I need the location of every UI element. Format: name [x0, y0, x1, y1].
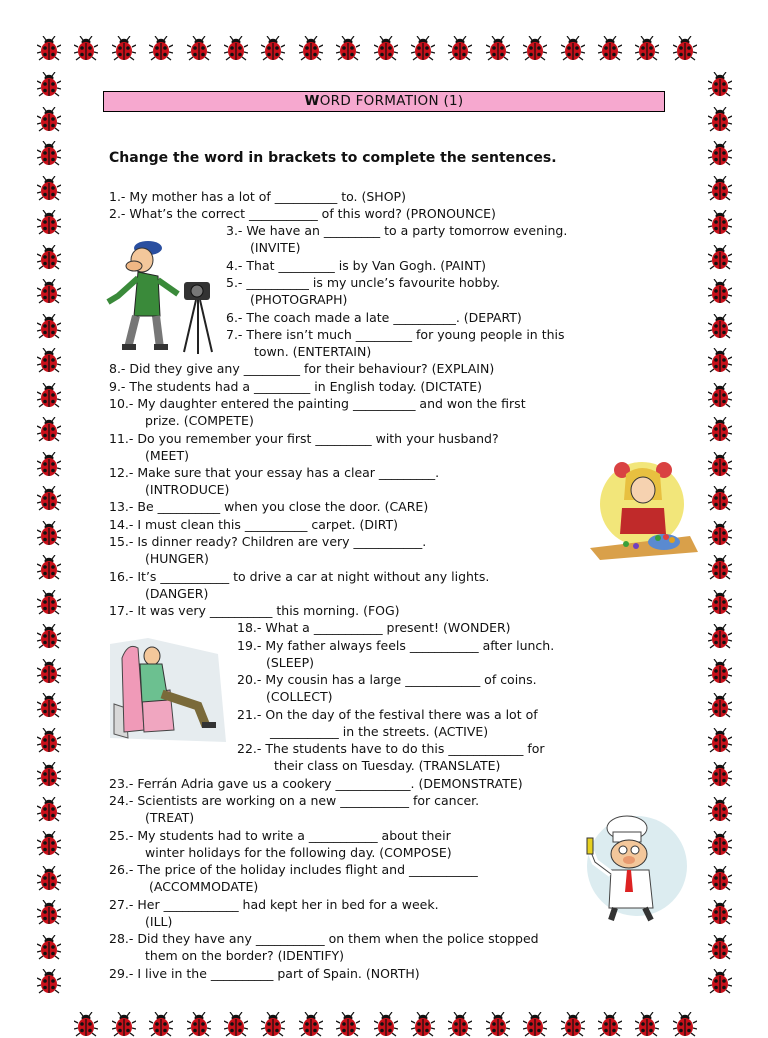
exercise-line: 24.- Scientists are working on a new ___________ for cancer.: [109, 793, 480, 808]
ladybug-icon: [708, 141, 732, 167]
exercise-line: 10.- My daughter entered the painting __________ and won the first: [109, 396, 526, 411]
ladybug-icon: [708, 900, 732, 926]
ladybug-icon: [37, 659, 61, 685]
ladybug-icon: [37, 176, 61, 202]
ladybug-icon: [708, 176, 732, 202]
exercise-line: 11.- Do you remember your first _________ with your husband?: [109, 431, 499, 446]
ladybug-icon: [598, 1012, 622, 1038]
ladybug-icon: [112, 36, 136, 62]
exercise-line: 19.- My father always feels ___________ after lunch.: [237, 638, 555, 653]
ladybug-icon: [224, 36, 248, 62]
ladybug-icon: [708, 314, 732, 340]
exercise-line: 27.- Her ____________ had kept her in bed for a week.: [109, 897, 439, 912]
exercise-line: 17.- It was very __________ this morning. (FOG): [109, 603, 400, 618]
ladybug-icon: [448, 36, 472, 62]
ladybug-icon: [37, 555, 61, 581]
ladybug-icon: [74, 36, 98, 62]
exercise-line: them on the border? (IDENTIFY): [145, 948, 345, 963]
exercise-line: 26.- The price of the holiday includes flight and ___________: [109, 862, 478, 877]
exercise-line: their class on Tuesday. (TRANSLATE): [274, 758, 501, 773]
exercise-line: (INTRODUCE): [145, 482, 230, 497]
ladybug-icon: [708, 659, 732, 685]
ladybug-icon: [37, 314, 61, 340]
ladybug-icon: [708, 417, 732, 443]
ladybug-icon: [37, 279, 61, 305]
exercise-line: 9.- The students had a _________ in English today. (DICTATE): [109, 379, 483, 394]
exercise-line: prize. (COMPETE): [145, 413, 254, 428]
ladybug-icon: [486, 1012, 510, 1038]
exercise-line: 18.- What a ___________ present! (WONDER): [237, 620, 511, 635]
ladybug-icon: [261, 1012, 285, 1038]
ladybug-icon: [37, 935, 61, 961]
ladybug-icon: [708, 383, 732, 409]
ladybug-icon: [411, 36, 435, 62]
ladybug-icon: [708, 624, 732, 650]
exercise-line: ___________ in the streets. (ACTIVE): [270, 724, 489, 739]
ladybug-icon: [37, 521, 61, 547]
ladybug-icon: [708, 797, 732, 823]
ladybug-icon: [37, 590, 61, 616]
ladybug-icon: [486, 36, 510, 62]
exercise-line: (PHOTOGRAPH): [250, 292, 348, 307]
exercise-line: winter holidays for the following day. (COMPOSE): [145, 845, 452, 860]
ladybug-icon: [374, 36, 398, 62]
ladybug-icon: [673, 1012, 697, 1038]
ladybug-icon: [37, 762, 61, 788]
exercise-line: 14.- I must clean this __________ carpet. (DIRT): [109, 517, 398, 532]
ladybug-icon: [37, 417, 61, 443]
exercise-line: 1.- My mother has a lot of __________ to. (SHOP): [109, 189, 406, 204]
ladybug-icon: [708, 831, 732, 857]
ladybug-icon: [708, 279, 732, 305]
ladybug-icon: [37, 72, 61, 98]
ladybug-icon: [37, 486, 61, 512]
ladybug-icon: [673, 36, 697, 62]
ladybug-icon: [37, 36, 61, 62]
exercise-line: (DANGER): [145, 586, 209, 601]
ladybug-icon: [708, 590, 732, 616]
exercise-line: 25.- My students had to write a ___________ about their: [109, 828, 451, 843]
ladybug-icon: [37, 107, 61, 133]
ladybug-icon: [523, 1012, 547, 1038]
ladybug-icon: [374, 1012, 398, 1038]
ladybug-icon: [561, 36, 585, 62]
ladybug-icon: [187, 36, 211, 62]
ladybug-icon: [149, 1012, 173, 1038]
exercise-line: (ACCOMMODATE): [149, 879, 259, 894]
exercise-line: 5.- __________ is my uncle’s favourite hobby.: [226, 275, 500, 290]
ladybug-icon: [37, 348, 61, 374]
ladybug-icon: [411, 1012, 435, 1038]
exercise-line: (SLEEP): [266, 655, 314, 670]
ladybug-icon: [37, 141, 61, 167]
exercise-line: 2.- What’s the correct ___________ of this word? (PRONOUNCE): [109, 206, 496, 221]
ladybug-icon: [708, 210, 732, 236]
ladybug-icon: [708, 728, 732, 754]
ladybug-icon: [708, 693, 732, 719]
ladybug-icon: [37, 728, 61, 754]
exercise-line: town. (ENTERTAIN): [254, 344, 372, 359]
ladybug-icon: [336, 36, 360, 62]
ladybug-icon: [112, 1012, 136, 1038]
exercise-line: 28.- Did they have any ___________ on them when the police stopped: [109, 931, 539, 946]
ladybug-icon: [708, 107, 732, 133]
ladybug-icon: [37, 969, 61, 995]
exercise-line: 7.- There isn’t much _________ for young people in this: [226, 327, 565, 342]
exercise-line: 23.- Ferrán Adria gave us a cookery ____________. (DEMONSTRATE): [109, 776, 523, 791]
exercise-line: 21.- On the day of the festival there was a lot of: [237, 707, 538, 722]
ladybug-icon: [187, 1012, 211, 1038]
ladybug-icon: [708, 555, 732, 581]
ladybug-icon: [708, 762, 732, 788]
ladybug-icon: [336, 1012, 360, 1038]
exercise-line: 13.- Be __________ when you close the door. (CARE): [109, 499, 429, 514]
ladybug-icon: [37, 210, 61, 236]
ladybug-icon: [708, 245, 732, 271]
ladybug-icon: [635, 36, 659, 62]
ladybug-icon: [299, 1012, 323, 1038]
title-first-letter: W: [304, 93, 320, 109]
ladybug-icon: [598, 36, 622, 62]
title-rest: ORD FORMATION (1): [319, 93, 464, 109]
ladybug-icon: [708, 348, 732, 374]
ladybug-icon: [448, 1012, 472, 1038]
exercise-line: 4.- That _________ is by Van Gogh. (PAINT): [226, 258, 486, 273]
sleeping-man-illustration: [108, 634, 230, 744]
girl-eating-illustration: [586, 452, 702, 560]
ladybug-icon: [635, 1012, 659, 1038]
ladybug-icon: [37, 831, 61, 857]
ladybug-icon: [299, 36, 323, 62]
ladybug-icon: [708, 521, 732, 547]
ladybug-icon: [708, 866, 732, 892]
exercise-line: 6.- The coach made a late __________. (DEPART): [226, 310, 522, 325]
exercise-line: 29.- I live in the __________ part of Spain. (NORTH): [109, 966, 420, 981]
exercise-line: (ILL): [145, 914, 173, 929]
exercise-line: 3.- We have an _________ to a party tomorrow evening.: [226, 223, 568, 238]
ladybug-icon: [708, 486, 732, 512]
page-title: [103, 91, 665, 112]
ladybug-icon: [261, 36, 285, 62]
photographer-illustration: [98, 236, 218, 356]
exercise-line: (MEET): [145, 448, 189, 463]
exercise-line: 12.- Make sure that your essay has a clear _________.: [109, 465, 440, 480]
ladybug-icon: [74, 1012, 98, 1038]
exercise-line: 8.- Did they give any _________ for their behaviour? (EXPLAIN): [109, 361, 495, 376]
ladybug-icon: [523, 36, 547, 62]
ladybug-icon: [708, 452, 732, 478]
ladybug-icon: [37, 900, 61, 926]
ladybug-icon: [708, 72, 732, 98]
exercise-line: 20.- My cousin has a large ____________ of coins.: [237, 672, 537, 687]
exercise-line: (COLLECT): [266, 689, 333, 704]
instructions: Change the word in brackets to complete the sentences.: [109, 150, 557, 166]
ladybug-icon: [37, 866, 61, 892]
exercise-line: (HUNGER): [145, 551, 209, 566]
ladybug-icon: [37, 797, 61, 823]
ladybug-icon: [708, 969, 732, 995]
chef-illustration: [575, 812, 695, 924]
exercise-line: 16.- It’s ___________ to drive a car at night without any lights.: [109, 569, 490, 584]
exercise-line: (INVITE): [250, 240, 301, 255]
exercise-line: 22.- The students have to do this ____________ for: [237, 741, 545, 756]
ladybug-icon: [37, 693, 61, 719]
ladybug-icon: [37, 452, 61, 478]
ladybug-icon: [37, 624, 61, 650]
exercise-line: (TREAT): [145, 810, 195, 825]
ladybug-icon: [37, 383, 61, 409]
exercise-line: 15.- Is dinner ready? Children are very ___________.: [109, 534, 427, 549]
ladybug-icon: [224, 1012, 248, 1038]
ladybug-icon: [149, 36, 173, 62]
ladybug-icon: [708, 935, 732, 961]
ladybug-icon: [37, 245, 61, 271]
ladybug-icon: [561, 1012, 585, 1038]
